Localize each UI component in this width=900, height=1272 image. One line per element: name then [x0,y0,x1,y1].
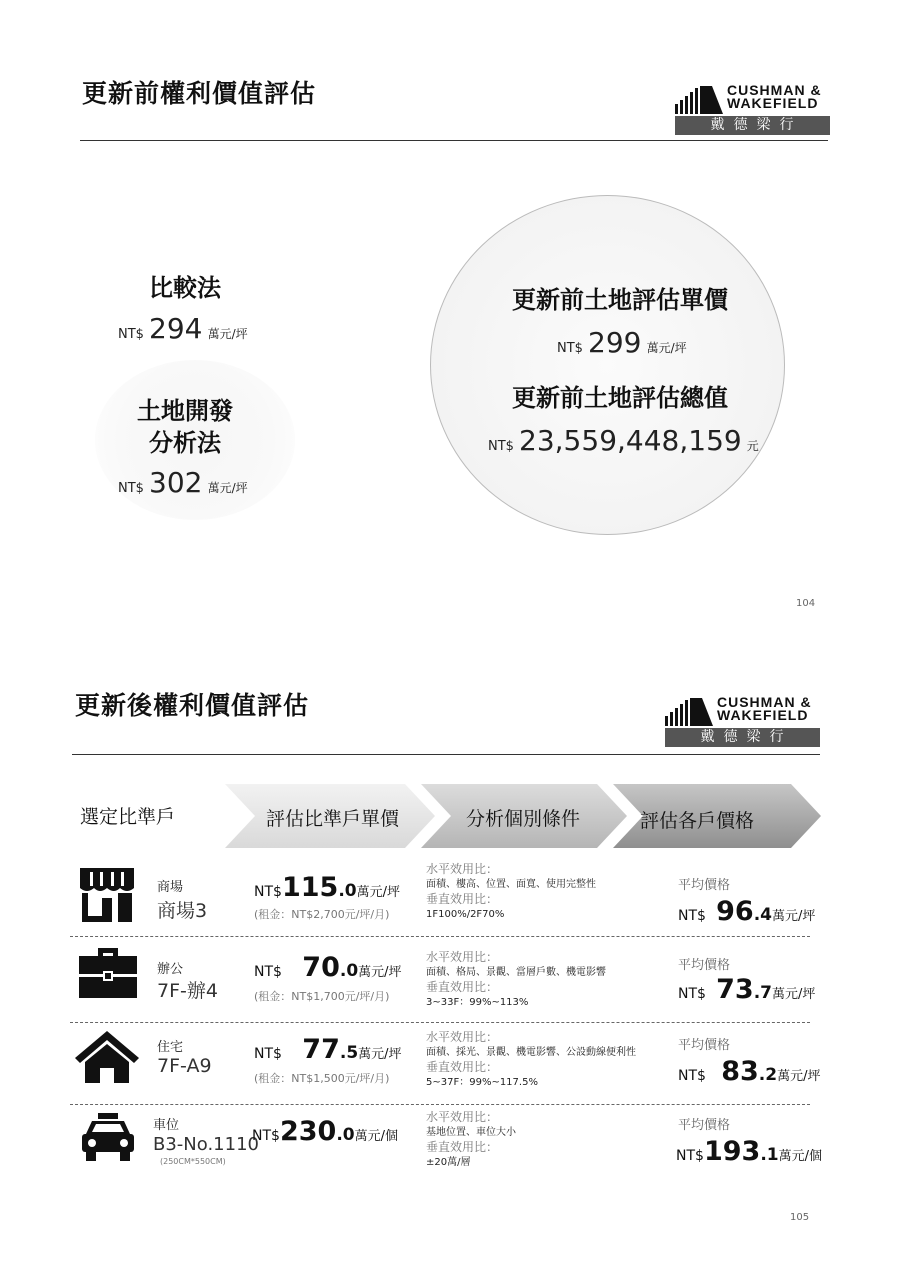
reference-price: NT$115.0萬元/坪 [254,872,400,903]
category-label: 商場 [157,880,184,895]
comparison-method-label: 比較法 [149,274,221,302]
average-price: NT$193.1萬元/個 [676,1136,822,1167]
reference-price: NT$230.0萬元/個 [252,1116,398,1147]
header-rule [80,140,828,141]
utility-conditions: 水平效用比： 面積、採光、景觀、機電影響、公設動線便利性 垂直效用比： 5~37F：99%~117.5% [426,1030,636,1088]
unit-price-value: NT$ 299 萬元/坪 [557,326,687,359]
category-label: 車位 [153,1118,180,1133]
summary-circle [430,195,785,535]
page-title: 更新前權利價值評估 [82,79,317,108]
category-unit: B3-No.1110 [153,1134,259,1155]
average-price: NT$ 96.4萬元/坪 [678,896,816,927]
total-value-value: NT$ 23,559,448,159 元 [488,424,759,457]
rent-note: (租金：NT$1,500元/坪/月) [254,1072,390,1085]
category-label: 住宅 [157,1040,184,1055]
logo-band: 戴德梁行 [675,116,830,135]
page-number: 104 [796,598,816,609]
company-logo [665,690,827,748]
category-unit: 商場3 [157,900,208,922]
category-unit: 7F-辦4 [157,980,218,1002]
utility-conditions: 水平效用比： 基地位置、車位大小 垂直效用比： ±20萬/層 [426,1110,516,1168]
average-price-label: 平均價格 [678,878,731,893]
reference-price: NT$ 70.0萬元/坪 [254,952,402,983]
step-unit-prices: 評估各戶價格 [640,809,755,832]
logo-band: 戴德梁行 [665,728,820,747]
land-development-label: 土地開發 分析法 [137,397,233,457]
category-unit: 7F-A9 [157,1055,212,1077]
comparison-method-value: NT$ 294 萬元/坪 [118,312,248,345]
utility-conditions: 水平效用比： 面積、格局、景觀、當層戶數、機電影響 垂直效用比： 3~33F：99%~113% [426,950,606,1008]
step-analyze-conditions: 分析個別條件 [466,807,581,830]
average-price-label: 平均價格 [678,958,731,973]
parking-size-note: (250CM*550CM) [160,1157,226,1166]
row-divider [70,1104,810,1105]
house-icon [74,1030,140,1084]
row-divider [70,936,810,937]
page-number: 105 [790,1212,810,1223]
utility-conditions: 水平效用比： 面積、樓高、位置、面寬、使用完整性 垂直效用比： 1F100%/2F70% [426,862,596,920]
unit-price-label: 更新前土地評估單價 [512,286,728,314]
storefront-icon [78,866,136,924]
step-reference-price: 評估比準戶單價 [266,807,400,830]
rent-note: (租金：NT$2,700元/坪/月) [254,908,390,921]
logo-text: CUSHMAN & WAKEFIELD [727,82,822,111]
briefcase-icon [78,946,138,1000]
total-value-label: 更新前土地評估總值 [512,384,728,412]
company-logo [675,78,837,136]
logo-bars-icon [665,698,713,726]
land-development-value: NT$ 302 萬元/坪 [118,466,248,499]
car-icon [80,1112,136,1162]
category-label: 辦公 [157,962,184,977]
logo-text: CUSHMAN & WAKEFIELD [717,694,812,723]
header-rule [72,754,820,755]
average-price-label: 平均價格 [678,1118,731,1133]
average-price-label: 平均價格 [678,1038,731,1053]
average-price: NT$ 83.2萬元/坪 [678,1056,821,1087]
step-select-reference: 選定比準戶 [80,805,176,828]
row-divider [70,1022,810,1023]
logo-bars-icon [675,86,723,114]
rent-note: (租金：NT$1,700元/坪/月) [254,990,390,1003]
page-title: 更新後權利價值評估 [75,691,310,720]
average-price: NT$ 73.7萬元/坪 [678,974,816,1005]
reference-price: NT$ 77.5萬元/坪 [254,1034,402,1065]
